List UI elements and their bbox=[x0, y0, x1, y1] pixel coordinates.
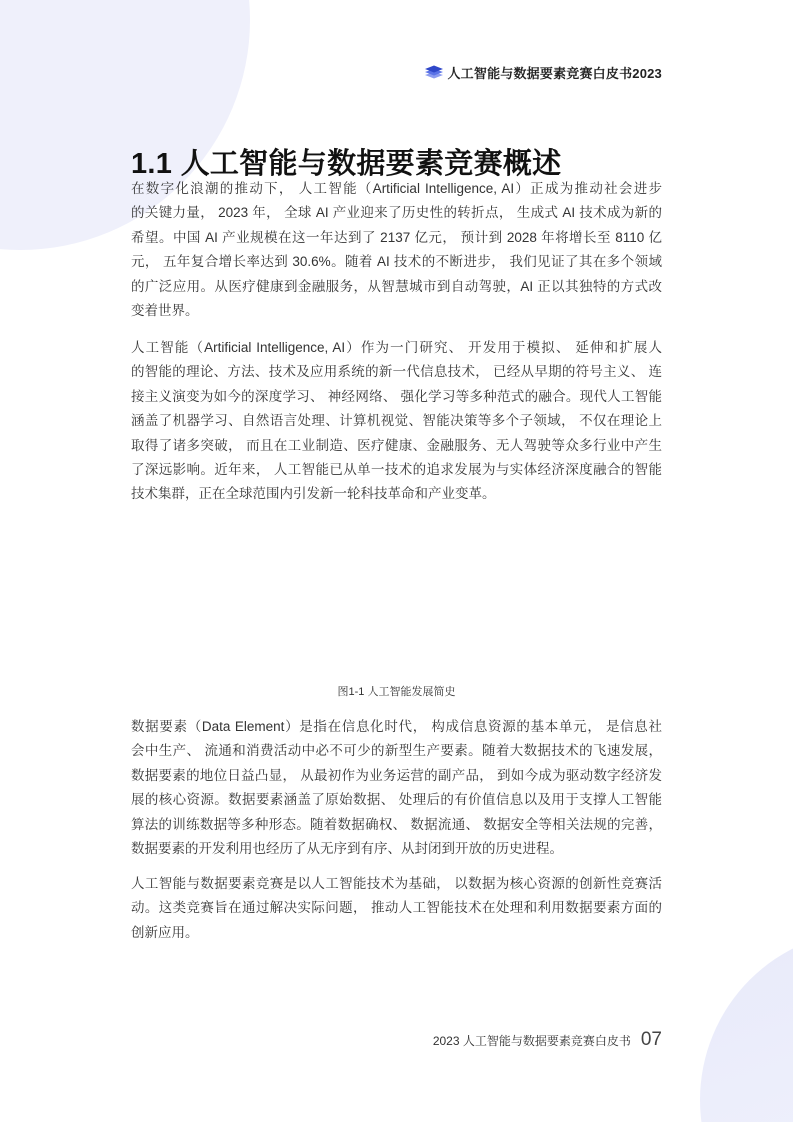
paragraph-line: 的广泛应用。从医疗健康到金融服务，从智慧城市到自动驾驶，AI 正以其独特的方式改 bbox=[131, 278, 662, 294]
paragraph-line: 数据要素（Data Element）是指在信息化时代， 构成信息资源的基本单元， 是信息社 bbox=[131, 719, 662, 734]
paragraph-line: 动。这类竞赛旨在通过解决实际问题， 推动人工智能技术在处理和利用数据要素方面的 bbox=[131, 900, 662, 916]
paragraph-line: 希望。中国 AI 产业规模在这一年达到了 2137 亿元， 预计到 2028 年将增长至 8110 亿 bbox=[131, 229, 662, 245]
paragraph-line: 元， 五年复合增长率达到 30.6%。随着 AI 技术的不断进步， 我们见证了其在多个领域 bbox=[131, 254, 662, 270]
paragraph-line: 了深远影响。近年来， 人工智能已从单一技术的追求发展为与实体经济深度融合的智能 bbox=[131, 461, 662, 477]
figure-caption: 图1-1 人工智能发展简史 bbox=[337, 686, 456, 698]
paragraph-line: 数据要素的地位日益凸显， 从最初作为业务运营的副产品， 到如今成为驱动数字经济发 bbox=[131, 767, 662, 783]
paragraph bbox=[131, 177, 662, 323]
page-footer bbox=[433, 1029, 662, 1051]
section-title: 1.1 人工智能与数据要素竞赛概述 bbox=[131, 148, 562, 181]
figure-area bbox=[131, 520, 662, 675]
paragraph-line: 算法的训练数据等多种形态。随着数据确权、 数据流通、 数据安全等相关法规的完善， bbox=[131, 816, 662, 832]
paragraph-line: 创新应用。 bbox=[131, 924, 199, 940]
running-header bbox=[425, 63, 662, 81]
paragraph-line: 在数字化浪潮的推动下， 人工智能（Artificial Intelligence, AI）正成为推动社会进步 bbox=[131, 181, 662, 196]
page-number: 07 bbox=[640, 1029, 662, 1050]
paragraph-line: 接主义演变为如今的深度学习、 神经网络、 强化学习等多种范式的融合。现代人工智能 bbox=[131, 388, 662, 404]
paragraph-line: 取得了诸多突破， 而且在工业制造、医疗健康、金融服务、无人驾驶等众多行业中产生 bbox=[131, 437, 662, 453]
layers-logo-icon bbox=[425, 65, 443, 79]
paragraph-line: 的关键力量， 2023 年， 全球 AI 产业迎来了历史性的转折点， 生成式 AI 技术成为新的 bbox=[131, 205, 662, 221]
header-title: 人工智能与数据要素竞赛白皮书2023 bbox=[447, 65, 662, 81]
paragraph bbox=[131, 872, 662, 945]
paragraph bbox=[131, 715, 662, 861]
paragraph bbox=[131, 336, 662, 507]
paragraph-line: 技术集群，正在全球范围内引发新一轮科技革命和产业变革。 bbox=[131, 486, 496, 502]
paragraph-line: 变着世界。 bbox=[131, 302, 199, 318]
paragraph-line: 涵盖了机器学习、自然语言处理、计算机视觉、智能决策等多个子领域， 不仅在理论上 bbox=[131, 413, 662, 429]
paragraph-line: 人工智能（Artificial Intelligence, AI）作为一门研究、 开发用于模拟、 延伸和扩展人 bbox=[131, 340, 662, 355]
footer-title: 2023 人工智能与数据要素竞赛白皮书 bbox=[432, 1033, 631, 1048]
paragraph-line: 的智能的理论、方法、技术及应用系统的新一代信息技术， 已经从早期的符号主义、 连 bbox=[131, 364, 662, 380]
decorative-circle-bottom-right bbox=[700, 930, 793, 1122]
paragraph-line: 人工智能与数据要素竞赛是以人工智能技术为基础， 以数据为核心资源的创新性竞赛活 bbox=[131, 876, 662, 891]
paragraph-line: 会中生产、 流通和消费活动中必不可少的新型生产要素。随着大数据技术的飞速发展， bbox=[131, 743, 662, 759]
paragraph-line: 数据要素的开发利用也经历了从无序到有序、从封闭到开放的历史进程。 bbox=[131, 840, 563, 856]
paragraph-line: 展的核心资源。数据要素涵盖了原始数据、 处理后的有价值信息以及用于支撑人工智能 bbox=[131, 792, 662, 808]
